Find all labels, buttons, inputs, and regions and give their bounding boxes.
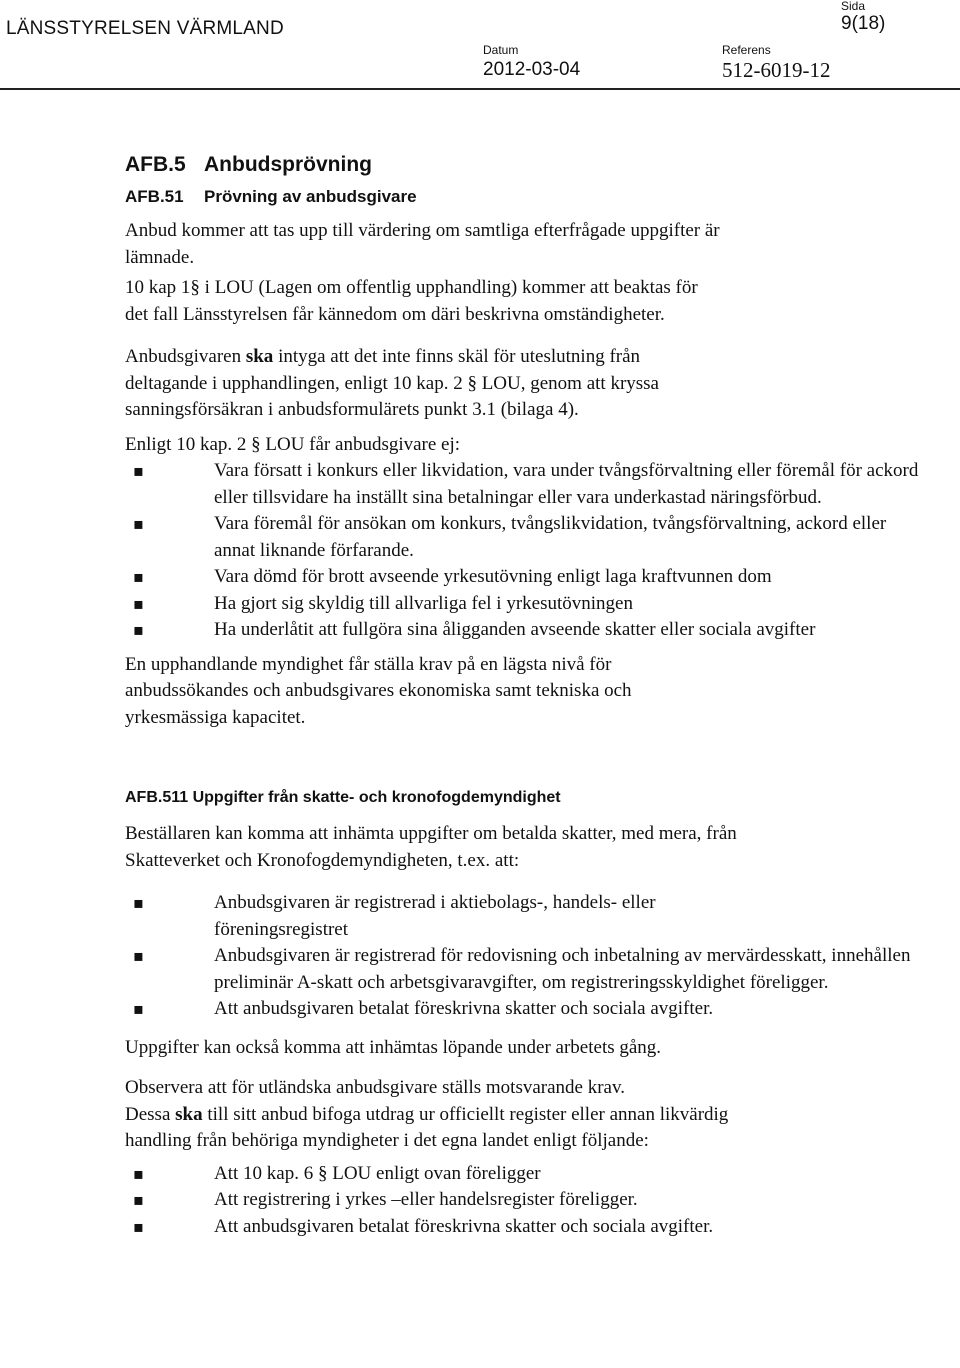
reference-label: Referens bbox=[722, 43, 771, 57]
intyga-text-start: Anbudsgivaren bbox=[125, 346, 246, 367]
list-item: ▪ Vara dömd för brott avseende yrkesutövning enligt laga kraftvunnen dom bbox=[125, 564, 925, 591]
list-item: ▪ Vara föremål för ansökan om konkurs, tvångslikvidation, tvångsförvaltning, ackord eller annat liknande förfarande. bbox=[125, 511, 925, 564]
paragraph-bestallaren: Beställaren kan komma att inhämta uppgifter om betalda skatter, med mera, från Skatteverket och Kronofogdemyndigheten, t.ex. att: bbox=[125, 823, 737, 871]
page-label: Sida bbox=[841, 0, 866, 13]
list-item: ▪ Ha underlåtit att fullgöra sina åligganden avseende skatter eller sociala avgifter bbox=[125, 617, 854, 644]
registry-list bbox=[125, 890, 925, 1023]
list-item: ▪ Ha gjort sig skyldig till allvarliga fel i yrkesutövningen bbox=[125, 591, 925, 618]
agency-name: LÄNSSTYRELSEN VÄRMLAND bbox=[6, 18, 284, 39]
paragraph-dessa bbox=[125, 1102, 745, 1155]
paragraph-observera: Observera att för utländska anbudsgivare ställs motsvarande krav. bbox=[125, 1077, 625, 1098]
subsection-title: Prövning av anbudsgivare bbox=[204, 187, 417, 206]
foreign-requirements-list bbox=[125, 1161, 925, 1241]
list-item: ▪ Att anbudsgivaren betalat föreskrivna skatter och sociala avgifter. bbox=[125, 1214, 925, 1241]
date-value: 2012-03-04 bbox=[483, 59, 581, 80]
section-number: AFB.5 bbox=[125, 153, 186, 176]
section-title: Anbudsprövning bbox=[204, 153, 372, 176]
list-item: ▪ Att registrering i yrkes –eller handelsregister föreligger. bbox=[125, 1187, 925, 1214]
dessa-emphasis: ska bbox=[175, 1103, 203, 1125]
paragraph-anbud-vardering: Anbud kommer att tas upp till värdering om samtliga efterfrågade uppgifter är lämnade. bbox=[125, 220, 720, 268]
subsection-number: AFB.51 bbox=[125, 187, 184, 206]
document-body bbox=[125, 150, 925, 1240]
page-number: 9(18) bbox=[841, 13, 886, 34]
list-item: ▪ Att 10 kap. 6 § LOU enligt ovan föreligger bbox=[125, 1161, 925, 1188]
list-item: ▪ Vara försatt i konkurs eller likvidation, vara under tvångsförvaltning eller föremål för ackord eller tillsvidare ha inställt sina betalningar eller vara underkastad näringsförbud. bbox=[125, 458, 925, 511]
dessa-text-end: till sitt anbud bifoga utdrag ur officiellt register eller annan likvärdig handling från behöriga myndigheter i det egna landet enligt följande: bbox=[125, 1103, 729, 1151]
list-item: ▪ Anbudsgivaren är registrerad i aktiebolags-, handels- eller föreningsregistret bbox=[125, 890, 754, 943]
date-label: Datum bbox=[483, 43, 519, 57]
dessa-text-start: Dessa bbox=[125, 1103, 176, 1125]
paragraph-intyga bbox=[125, 344, 725, 424]
paragraph-kapacitet: En upphandlande myndighet får ställa krav på en lägsta nivå för anbudssökandes och anbudsgivares ekonomiska samt tekniska och yrkesmässiga kapacitet. bbox=[125, 653, 632, 728]
reference-value: 512-6019-12 bbox=[722, 58, 831, 82]
paragraph-lopande: Uppgifter kan också komma att inhämtas löpande under arbetets gång. bbox=[125, 1036, 662, 1058]
paragraph-lou-reference: 10 kap 1§ i LOU (Lagen om offentlig upphandling) kommer att beaktas för det fall Länsstyrelsen får kännedom om däri beskrivna omständigheter. bbox=[125, 277, 698, 325]
list-item: ▪ Att anbudsgivaren betalat föreskrivna skatter och sociala avgifter. bbox=[125, 996, 925, 1023]
subsection-heading bbox=[125, 184, 925, 210]
section-heading bbox=[125, 150, 925, 180]
list-item: ▪ Anbudsgivaren är registrerad för redovisning och inbetalning av mervärdesskatt, innehållen preliminär A-skatt och arbetsgivaravgifter, om registreringsskyldighet föreligger. bbox=[125, 943, 925, 996]
intyga-emphasis: ska bbox=[245, 346, 274, 367]
subsubsection-heading: AFB.511 Uppgifter från skatte- och kronofogdemyndighet bbox=[125, 789, 561, 806]
paragraph-enligt: Enligt 10 kap. 2 § LOU får anbudsgivare ej: bbox=[125, 433, 461, 455]
intyga-text-end: intyga att det inte finns skäl för uteslutning från deltagande i upphandlingen, enligt 10 kap. 2 § LOU, genom att kryssa sanningsförsäkran i anbudsformulärets punkt 3.1 (bilaga 4). bbox=[125, 346, 659, 420]
header-divider bbox=[0, 88, 960, 90]
exclusion-list bbox=[125, 458, 925, 644]
